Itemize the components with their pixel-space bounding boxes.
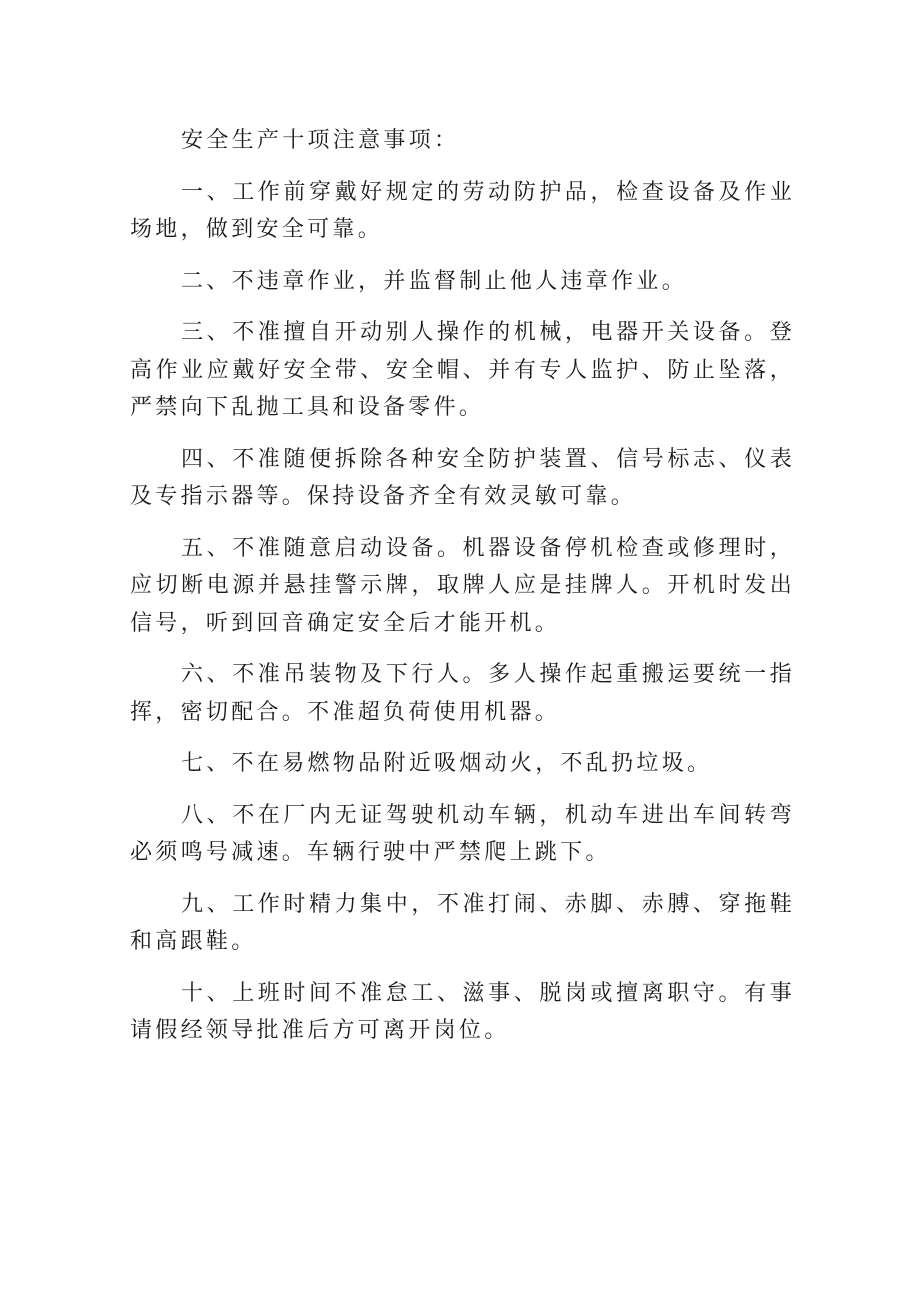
rule-item-9: 九、工作时精力集中，不准打闹、赤脚、赤膊、穿拖鞋和高跟鞋。 <box>130 891 795 954</box>
rule-item-1: 一、工作前穿戴好规定的劳动防护品，检查设备及作业场地，做到安全可靠。 <box>130 179 795 242</box>
document-title: 安全生产十项注意事项： <box>181 128 460 153</box>
rule-item-10: 十、上班时间不准怠工、滋事、脱岗或擅离职守。有事请假经领导批准后方可离开岗位。 <box>130 980 795 1043</box>
rule-item-2: 二、不违章作业，并监督制止他人违章作业。 <box>181 268 688 294</box>
rule-item-7: 七、不在易燃物品附近吸烟动火，不乱扔垃圾。 <box>181 751 713 776</box>
document-body <box>130 122 795 1064</box>
rule-item-4: 四、不准随便拆除各种安全防护装置、信号标志、仪表及专指示器等。保持设备齐全有效灵敏可靠。 <box>130 446 795 509</box>
rule-item-3: 三、不准擅自开动别人操作的机械，电器开关设备。登高作业应戴好安全带、安全帽、并有专人监护、防止坠落，严禁向下乱抛工具和设备零件。 <box>130 320 795 420</box>
rule-item-8: 八、不在厂内无证驾驶机动车辆，机动车进出车间转弯必须鸣号减速。车辆行驶中严禁爬上跳下。 <box>130 802 795 865</box>
rule-item-5: 五、不准随意启动设备。机器设备停机检查或修理时，应切断电源并悬挂警示牌，取牌人应是挂牌人。开机时发出信号，听到回音确定安全后才能开机。 <box>130 535 795 636</box>
rule-item-6: 六、不准吊装物及下行人。多人操作起重搬运要统一指挥，密切配合。不准超负荷使用机器。 <box>130 662 795 725</box>
